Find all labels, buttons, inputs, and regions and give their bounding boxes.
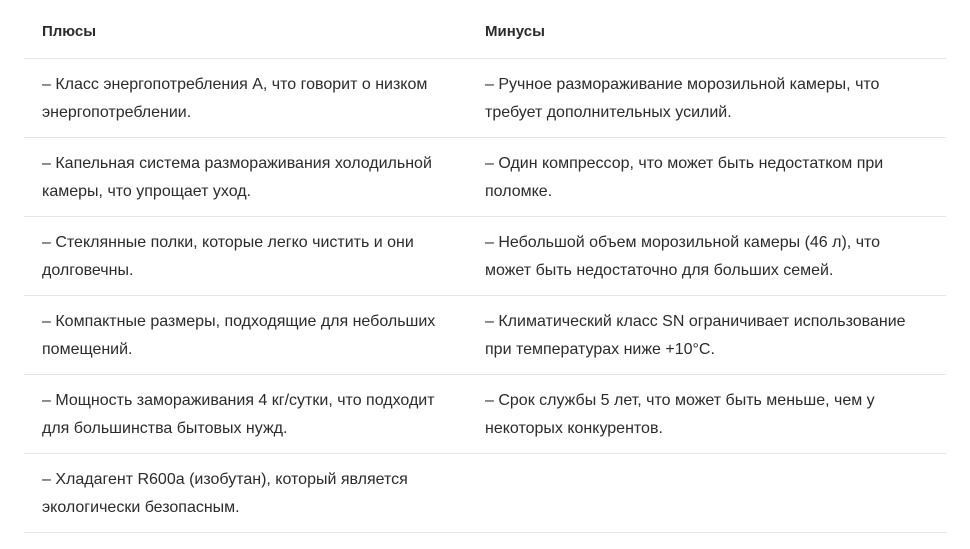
table-header-row (24, 6, 946, 59)
header-pros: Плюсы (42, 23, 97, 40)
table-row (24, 138, 946, 217)
pro-cell: – Капельная система размораживания холодильной камеры, что упрощает уход. (42, 155, 432, 200)
table-row (24, 217, 946, 296)
table-row (24, 375, 946, 454)
con-cell: – Небольшой объем морозильной камеры (46 л), что может быть недостаточно для больших семей. (485, 234, 881, 279)
table-row (24, 296, 946, 375)
pro-cell: – Хладагент R600a (изобутан), который является экологически безопасным. (42, 471, 408, 516)
con-cell (467, 454, 946, 532)
con-cell: – Один компрессор, что может быть недостатком при поломке. (485, 155, 884, 200)
con-cell: – Ручное размораживание морозильной камеры, что требует дополнительных усилий. (485, 76, 880, 121)
pro-cell: – Класс энергопотребления А, что говорит о низком энергопотреблении. (42, 76, 428, 121)
pro-cell: – Мощность замораживания 4 кг/сутки, что подходит для большинства бытовых нужд. (42, 392, 435, 437)
pro-cell: – Стеклянные полки, которые легко чистить и они долговечны. (42, 234, 414, 279)
pros-cons-table (24, 6, 946, 533)
con-cell: – Климатический класс SN ограничивает использование при температурах ниже +10°С. (485, 313, 906, 358)
con-cell: – Срок службы 5 лет, что может быть меньше, чем у некоторых конкурентов. (485, 392, 875, 437)
table-row (24, 59, 946, 138)
header-cons: Минусы (485, 23, 545, 40)
pro-cell: – Компактные размеры, подходящие для небольших помещений. (42, 313, 436, 358)
table-row (24, 454, 946, 533)
